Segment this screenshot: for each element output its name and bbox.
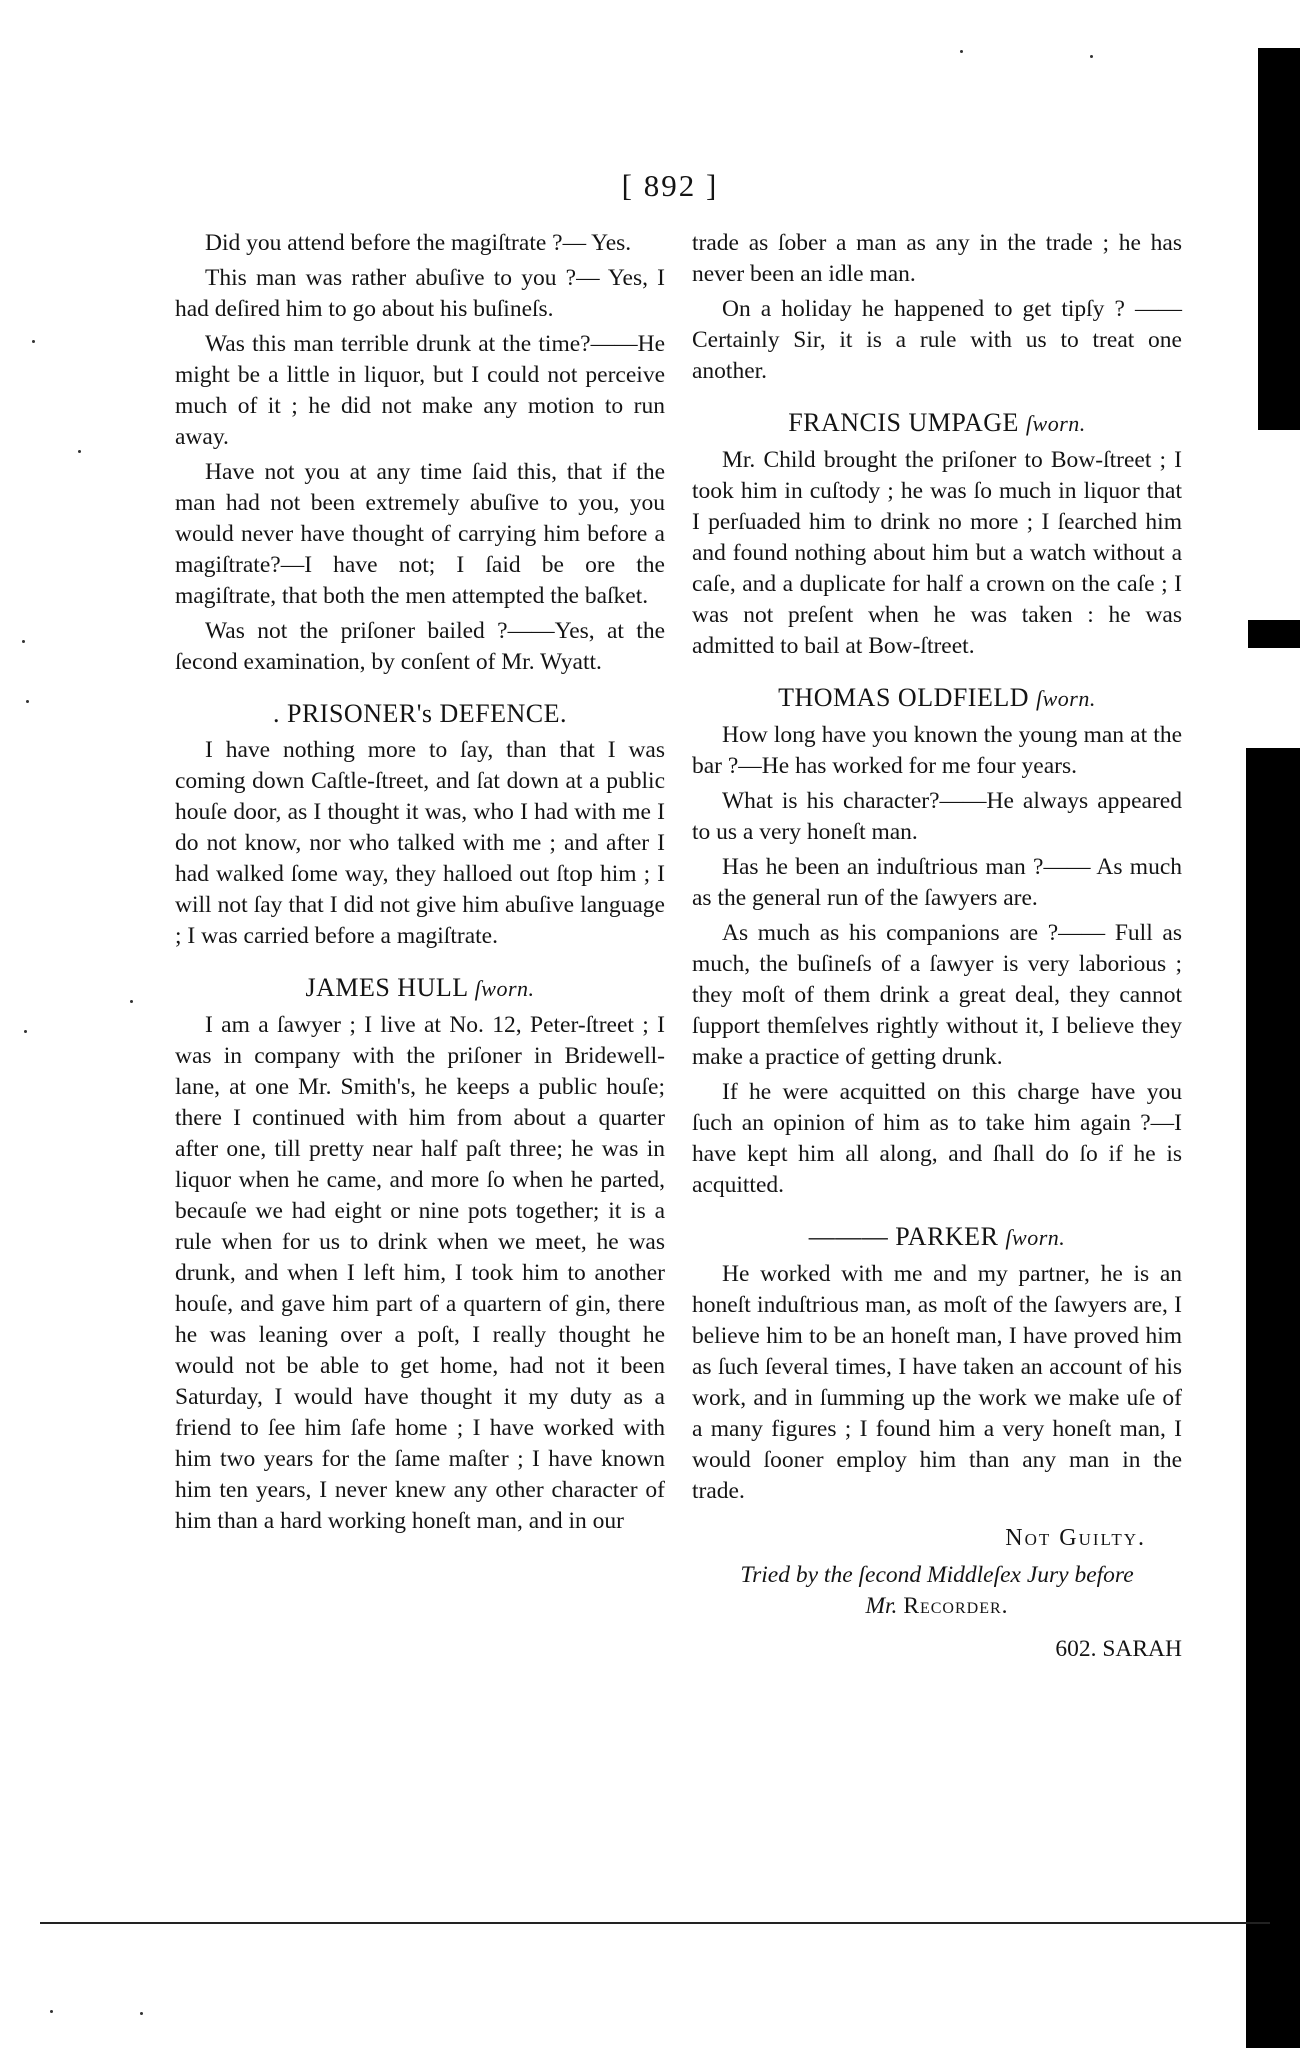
scan-speck: [22, 640, 25, 643]
paragraph: I have nothing more to ſay, than that I was coming down Caſtle-ſtreet, and ſat down at a public houſe door, as I thought it was, who I had with me I do not know, nor who talked with me ; and after I had walked ſome way, they halloed out ſtop him ; I will not ſay that I did not give him abuſive language ; I was carried before a magiſtrate.: [175, 737, 665, 949]
defence-heading: . PRISONER's DEFENCE.: [273, 699, 567, 728]
paragraph: Did you attend before the magiſtrate ?— Yes.: [205, 230, 632, 256]
paragraph: Was this man terrible drunk at the time?——He might be a little in liquor, but I could not perceive much of it ; he did not make any motion to run away.: [175, 331, 665, 450]
trial-note-recorder: Recorder.: [903, 1593, 1009, 1619]
paragraph: This man was rather abuſive to you ?— Yes, I had deſired him to go about his buſineſs.: [175, 265, 665, 322]
paragraph: What is his character?——He always appeared to us a very honeſt man.: [692, 788, 1182, 845]
trial-note-text: Tried by the ſecond Middleſex Jury before: [740, 1562, 1134, 1588]
scan-edge-bar-mid: [1248, 620, 1300, 648]
witness-heading-hull: [175, 972, 665, 1004]
witness-name: FRANCIS UMPAGE: [788, 408, 1019, 437]
scan-edge-bar-bottom: [1246, 748, 1300, 2048]
scan-speck: [32, 340, 35, 343]
sworn-label: ſworn.: [474, 976, 535, 1001]
paragraph: As much as his companions are ?—— Full as much, the buſineſs of a ſawyer is very laborious ; they moſt of them drink a great deal, they cannot ſupport themſelves rightly without it, I believe they make a practice of getting drunk.: [692, 920, 1182, 1070]
scan-speck: [24, 1030, 27, 1033]
sworn-label: ſworn.: [1036, 686, 1096, 711]
bottom-rule: [40, 1922, 1270, 1924]
witness-heading-parker: [692, 1221, 1182, 1253]
paragraph: How long have you known the young man at the bar ?—He has worked for me four years.: [692, 722, 1182, 779]
witness-name: JAMES HULL: [305, 973, 468, 1002]
scan-speck: [140, 2012, 143, 2015]
sworn-label: ſworn.: [1005, 1225, 1066, 1250]
paragraph: Mr. Child brought the priſoner to Bow-ſtreet ; I took him in cuſtody ; he was ſo much in liquor that I perſuaded him to drink no more ; I ſearched him and found nothing about him but a watch without a caſe, and a duplicate for half a crown on the caſe ; I was not preſent when he was taken : he was admitted to bail at Bow-ſtreet.: [692, 447, 1182, 659]
witness-name: ——— PARKER: [808, 1222, 999, 1251]
scan-speck: [960, 50, 963, 53]
paragraph: On a holiday he happened to get tipſy ? ——Certainly Sir, it is a rule with us to treat one another.: [692, 296, 1182, 384]
right-column: [692, 228, 1182, 1665]
paragraph: Was not the priſoner bailed ?——Yes, at the ſecond examination, by conſent of Mr. Wyatt.: [175, 618, 665, 675]
trial-note-mr: Mr.: [865, 1593, 898, 1619]
page-number: [ 892 ]: [621, 168, 719, 203]
catchword: 602. SARAH: [1055, 1636, 1182, 1662]
paragraph: He worked with me and my partner, he is an honeſt induſtrious man, as moſt of the ſawyers are, I believe him to be an honeſt man, I have proved him as ſuch ſeveral times, I have taken an account of his work, and in ſumming up the work we make uſe of a many figures ; I found him a very honeſt man, I would ſooner employ him than any man in the trade.: [692, 1261, 1182, 1504]
paragraph: Have not you at any time ſaid this, that if the man had not been extremely abuſive to you, you would never have thought of carrying him before a magiſtrate?—I have not; I ſaid be ore the magiſtrate, that both the men attempted the baſket.: [175, 459, 665, 609]
scan-speck: [26, 700, 29, 703]
paragraph: If he were acquitted on this charge have you ſuch an opinion of him as to take him again ?—I have kept him all along, and ſhall do ſo if he is acquitted.: [692, 1079, 1182, 1198]
sworn-label: ſworn.: [1025, 411, 1086, 436]
paragraph: I am a ſawyer ; I live at No. 12, Peter-ſtreet ; I was in company with the priſoner in Bridewell-lane, at one Mr. Smith's, he keeps a public houſe; there I continued with him from about a quarter after one, till pretty near half paſt three; he was in liquor when he came, and more ſo when he parted, becauſe we had eight or nine pots together; it is a rule when for us to drink when we meet, he was drunk, and when I left him, I took him to another houſe, and gave him part of a quartern of gin, there he was leaning over a poſt, I really thought he would not be able to get home, had not it been Saturday, I would have thought it my duty as a friend to ſee him ſafe home ; I have worked with him two years for the ſame maſter ; I have known him ten years, I never knew any other character of him than a hard working honeſt man, and in our: [175, 1012, 665, 1534]
trial-note: [692, 1560, 1182, 1622]
scan-speck: [50, 2010, 53, 2013]
paragraph: trade as ſober a man as any in the trade ; he has never been an idle man.: [692, 230, 1182, 287]
left-column: [175, 228, 665, 1541]
verdict: Not Guilty.: [1005, 1525, 1146, 1551]
scan-speck: [78, 450, 81, 453]
paragraph: Has he been an induſtrious man ?—— As much as the general run of the ſawyers are.: [692, 854, 1182, 911]
scan-speck: [1090, 55, 1093, 58]
scan-speck: [130, 1000, 133, 1003]
witness-name: THOMAS OLDFIELD: [778, 683, 1030, 712]
witness-heading-oldfield: [692, 682, 1182, 714]
scan-edge-bar-top: [1258, 48, 1300, 430]
witness-heading-umpage: [692, 407, 1182, 439]
